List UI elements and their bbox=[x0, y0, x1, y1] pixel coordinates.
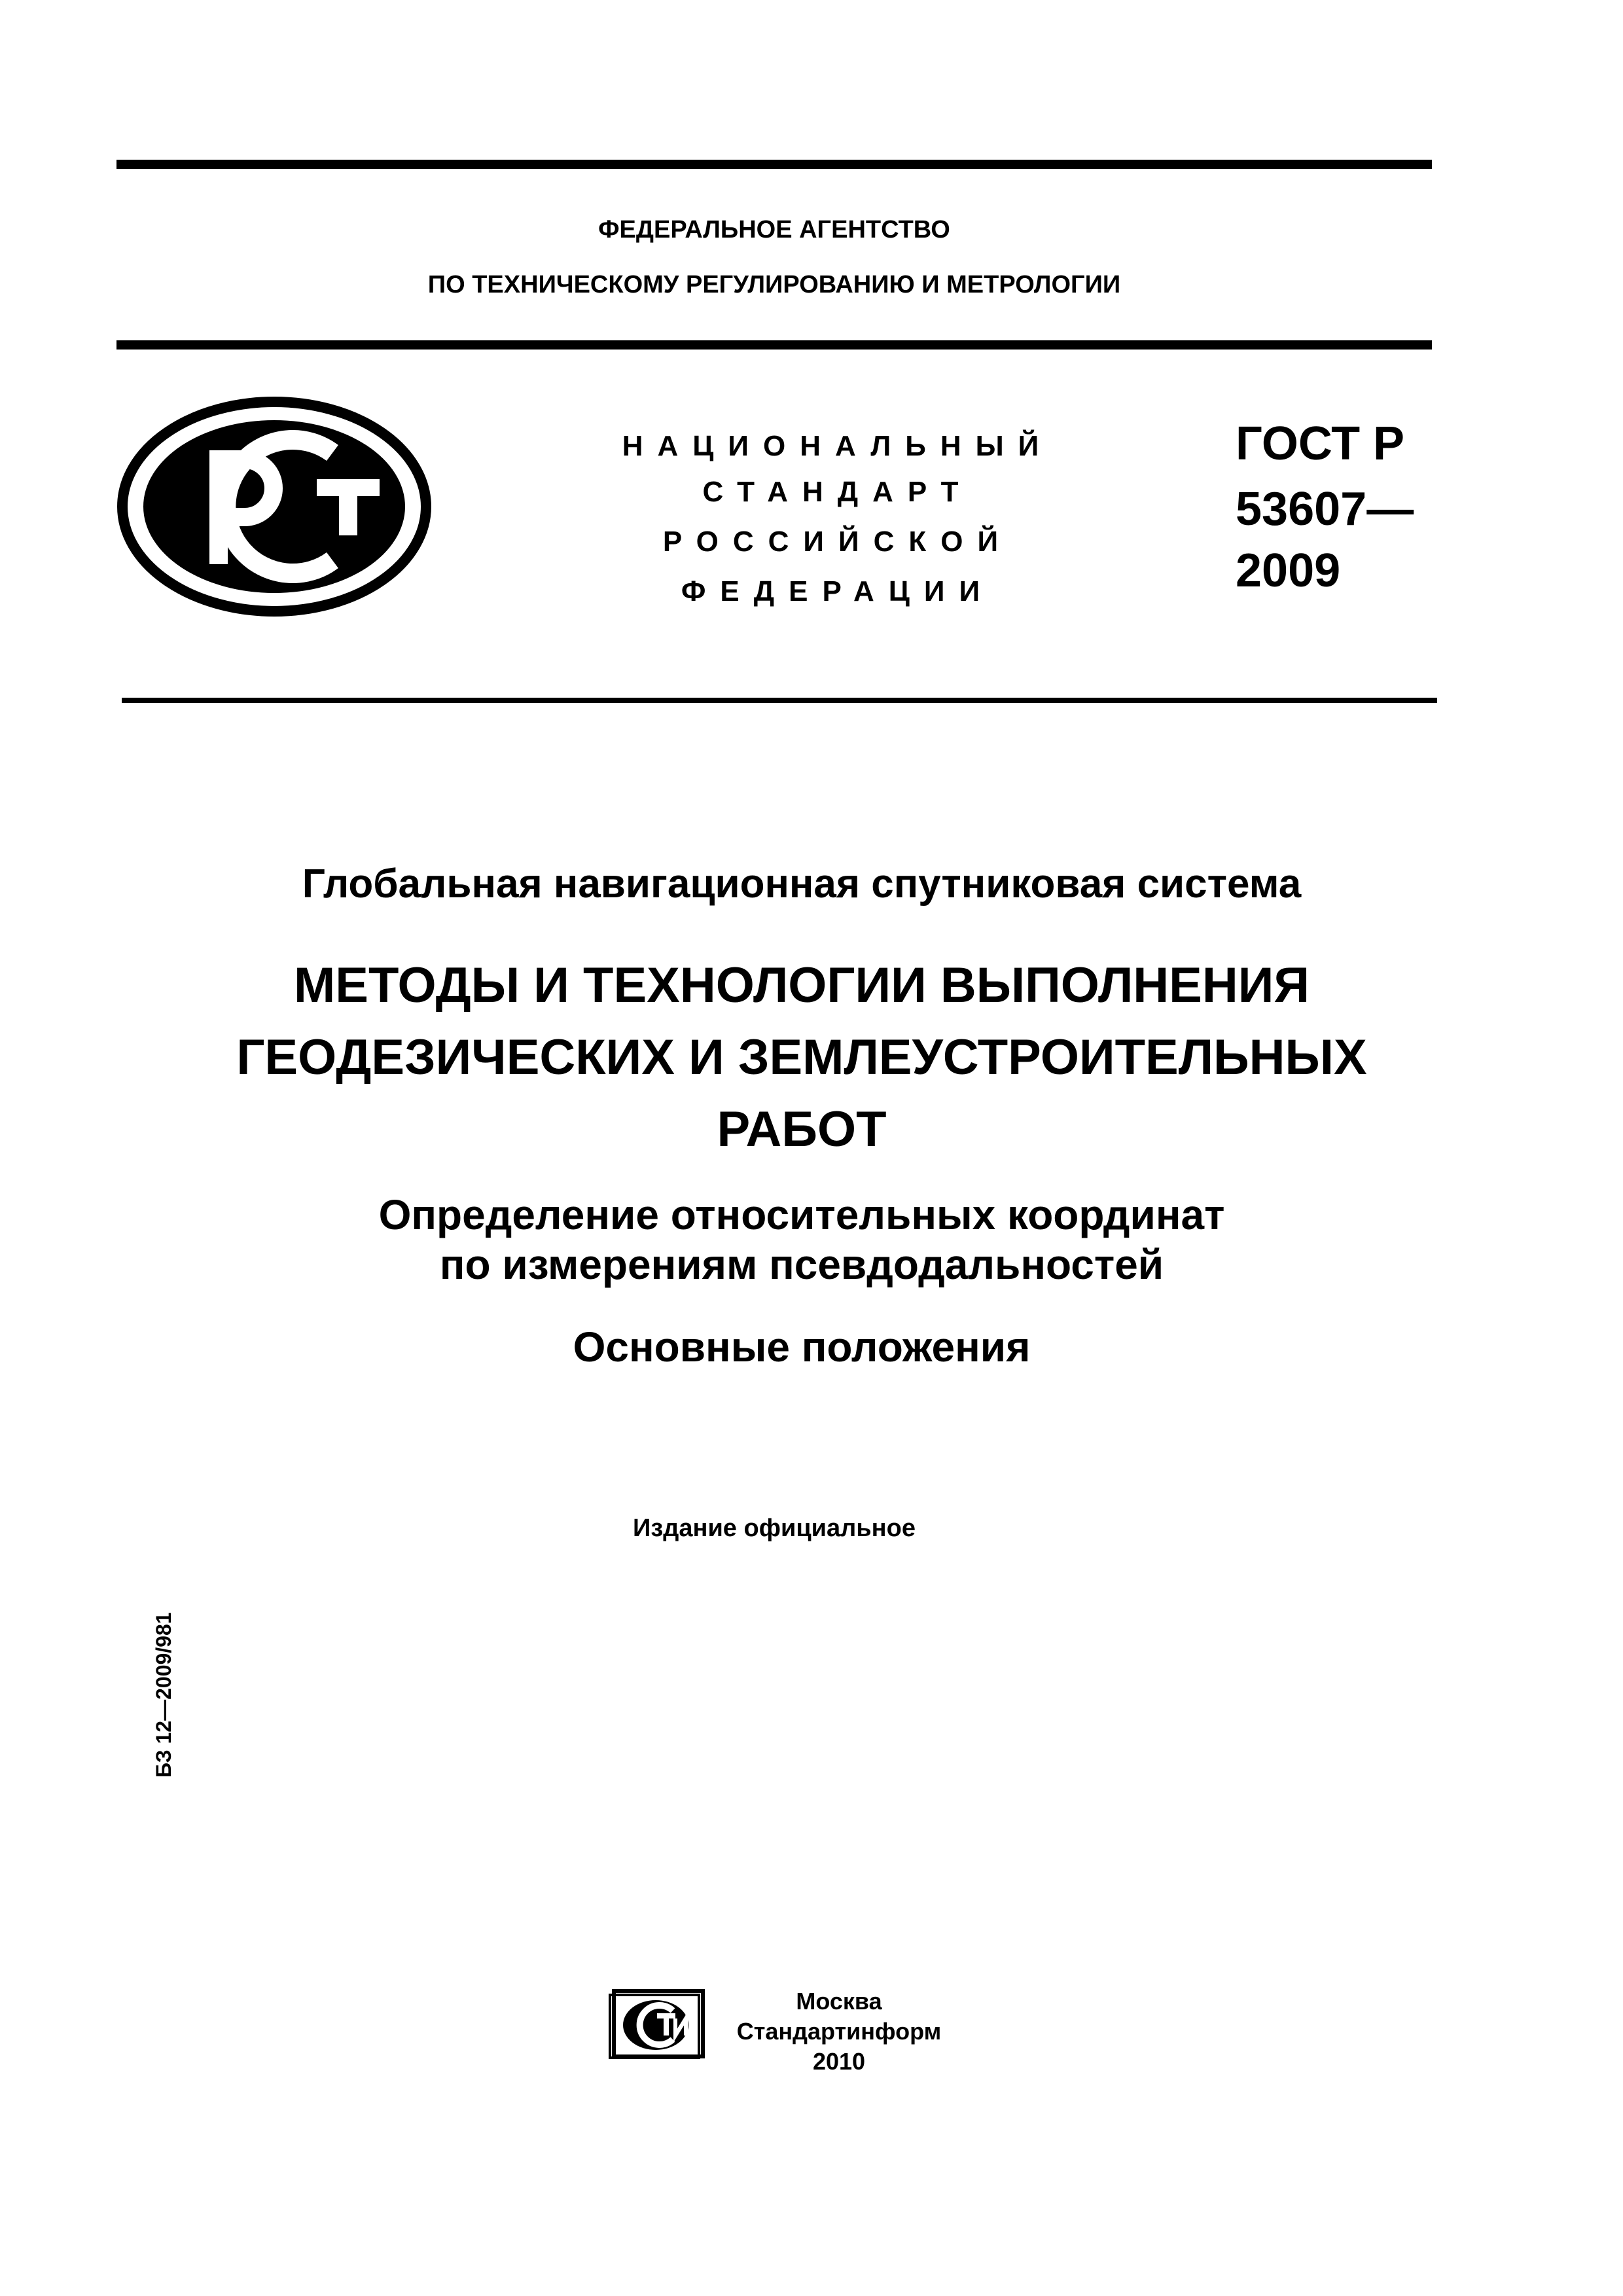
subtitle-line-1: Определение относительных координат bbox=[378, 1191, 1225, 1238]
designation-line-1: ГОСТ Р bbox=[1236, 418, 1405, 470]
imprint-publisher: Стандартинформ bbox=[736, 2018, 942, 2045]
main-title-line-2: ГЕОДЕЗИЧЕСКИХ И ЗЕМЛЕУСТРОИТЕЛЬНЫХ bbox=[236, 1030, 1367, 1085]
title-rule bbox=[122, 698, 1437, 703]
standard-type-line-3: РОССИЙСКОЙ bbox=[662, 526, 1013, 558]
imprint-year: 2010 bbox=[812, 2048, 866, 2075]
standard-type-line-2: СТАНДАРТ bbox=[702, 476, 973, 508]
standard-type-line-4: ФЕДЕРАЦИИ bbox=[681, 575, 995, 607]
main-title-line-1: МЕТОДЫ И ТЕХНОЛОГИИ ВЫПОЛНЕНИЯ bbox=[293, 958, 1310, 1013]
standard-type-line-1: НАЦИОНАЛЬНЫЙ bbox=[622, 430, 1054, 462]
header-rule bbox=[116, 340, 1432, 350]
gost-r-logo-icon bbox=[116, 397, 432, 617]
main-title-line-3: РАБОТ bbox=[717, 1102, 887, 1157]
subtitle-line-3: Основные положения bbox=[573, 1323, 1031, 1371]
subtitle-line-2: по измерениям псевдодальностей bbox=[439, 1241, 1164, 1288]
designation-line-2: 53607— bbox=[1236, 483, 1414, 535]
edition-label: Издание официальное bbox=[633, 1515, 916, 1542]
designation-line-3: 2009 bbox=[1236, 545, 1341, 597]
system-title: Глобальная навигационная спутниковая система bbox=[302, 861, 1302, 906]
sti-publisher-logo-icon bbox=[607, 1988, 705, 2060]
imprint-city: Москва bbox=[796, 1988, 882, 2015]
agency-name-line-2: ПО ТЕХНИЧЕСКОМУ РЕГУЛИРОВАНИЮ И МЕТРОЛОГИИ bbox=[427, 271, 1121, 298]
top-rule bbox=[116, 160, 1432, 169]
side-code: БЗ 12—2009/981 bbox=[152, 1612, 175, 1778]
agency-name-line-1: ФЕДЕРАЛЬНОЕ АГЕНТСТВО bbox=[598, 216, 950, 243]
